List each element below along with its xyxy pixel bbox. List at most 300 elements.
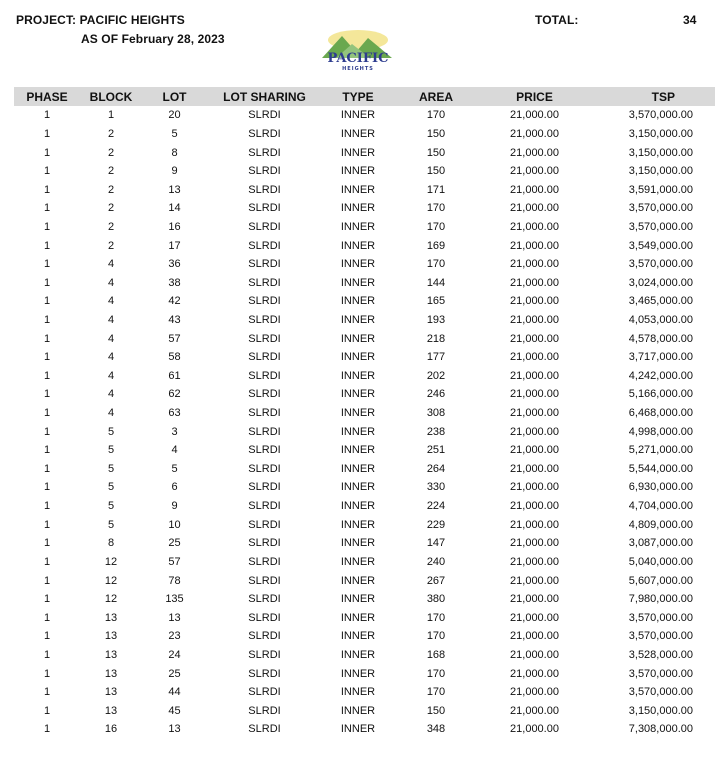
cell-type: INNER xyxy=(340,704,376,717)
cell-tsp: 3,717,000.00 xyxy=(628,351,693,364)
cell-price: 21,000.00 xyxy=(510,239,559,252)
cell-phase: 1 xyxy=(43,704,51,717)
table-body xyxy=(14,106,715,739)
cell-price: 21,000.00 xyxy=(510,425,559,438)
cell-price: 21,000.00 xyxy=(510,593,559,606)
cell-block: 4 xyxy=(107,258,115,271)
cell-lot: 44 xyxy=(168,686,181,699)
cell-type: INNER xyxy=(340,481,376,494)
cell-lot: 25 xyxy=(168,537,181,550)
cell-area: 147 xyxy=(426,537,446,550)
cell-area: 150 xyxy=(426,146,446,159)
column-header-price: PRICE xyxy=(478,87,591,106)
cell-phase: 1 xyxy=(43,276,51,289)
cell-price: 21,000.00 xyxy=(510,481,559,494)
table-row xyxy=(14,683,715,702)
cell-tsp: 3,570,000.00 xyxy=(628,220,693,233)
cell-lot-sharing: SLRDI xyxy=(248,537,281,550)
cell-lot: 10 xyxy=(168,518,181,531)
cell-block: 12 xyxy=(104,593,118,606)
table-row xyxy=(14,106,715,125)
cell-lot-sharing: SLRDI xyxy=(248,500,281,513)
cell-area: 193 xyxy=(426,314,446,326)
cell-phase: 1 xyxy=(43,611,51,624)
cell-lot: 13 xyxy=(168,723,181,736)
cell-lot: 78 xyxy=(168,574,181,587)
cell-phase: 1 xyxy=(43,462,51,475)
table-row xyxy=(14,367,715,386)
cell-lot-sharing: SLRDI xyxy=(248,574,281,587)
table-row xyxy=(14,478,715,497)
cell-area: 170 xyxy=(426,202,446,215)
logo-subtext: HEIGHTS xyxy=(342,66,374,72)
cell-price: 21,000.00 xyxy=(510,648,559,661)
cell-price: 21,000.00 xyxy=(510,611,559,624)
cell-tsp: 3,150,000.00 xyxy=(628,127,693,140)
cell-phase: 1 xyxy=(43,723,51,736)
cell-tsp: 4,998,000.00 xyxy=(628,425,693,438)
cell-tsp: 3,549,000.00 xyxy=(628,239,693,252)
cell-block: 2 xyxy=(107,239,115,252)
cell-type: INNER xyxy=(340,611,376,624)
cell-lot-sharing: SLRDI xyxy=(248,555,281,568)
cell-lot: 14 xyxy=(168,202,181,215)
table-row xyxy=(14,348,715,367)
cell-block: 2 xyxy=(107,183,115,196)
column-header-phase: PHASE xyxy=(14,87,80,106)
cell-block: 13 xyxy=(104,611,118,624)
cell-tsp: 6,930,000.00 xyxy=(628,481,693,494)
cell-lot-sharing: SLRDI xyxy=(248,444,281,457)
cell-phase: 1 xyxy=(43,146,51,159)
table-row xyxy=(14,627,715,646)
cell-lot: 36 xyxy=(168,258,181,271)
cell-type: INNER xyxy=(340,165,376,178)
cell-tsp: 4,242,000.00 xyxy=(628,369,693,382)
cell-type: INNER xyxy=(340,388,376,401)
cell-block: 12 xyxy=(104,555,118,568)
cell-phase: 1 xyxy=(43,425,51,438)
cell-type: INNER xyxy=(340,500,376,513)
cell-tsp: 5,544,000.00 xyxy=(628,462,693,475)
cell-price: 21,000.00 xyxy=(510,351,559,364)
cell-phase: 1 xyxy=(43,574,51,587)
cell-block: 1 xyxy=(107,109,115,122)
cell-price: 21,000.00 xyxy=(510,314,559,326)
cell-type: INNER xyxy=(340,220,376,233)
table-row xyxy=(14,422,715,441)
cell-lot: 5 xyxy=(171,127,178,140)
table-row xyxy=(14,180,715,199)
table-row xyxy=(14,590,715,609)
cell-lot-sharing: SLRDI xyxy=(248,630,281,643)
cell-block: 5 xyxy=(107,481,115,494)
column-header-tsp: TSP xyxy=(591,87,715,106)
cell-area: 150 xyxy=(426,127,446,140)
cell-block: 5 xyxy=(107,462,115,475)
cell-block: 13 xyxy=(104,648,118,661)
cell-block: 13 xyxy=(104,704,118,717)
table-row xyxy=(14,497,715,516)
cell-price: 21,000.00 xyxy=(510,630,559,643)
table-row xyxy=(14,255,715,274)
cell-lot-sharing: SLRDI xyxy=(248,165,281,178)
cell-tsp: 7,980,000.00 xyxy=(628,593,693,606)
table-row xyxy=(14,329,715,348)
cell-phase: 1 xyxy=(43,220,51,233)
cell-tsp: 3,024,000.00 xyxy=(628,276,693,289)
cell-type: INNER xyxy=(340,444,376,457)
cell-block: 4 xyxy=(107,314,115,326)
cell-block: 5 xyxy=(107,500,115,513)
table-row xyxy=(14,571,715,590)
cell-lot: 23 xyxy=(168,630,181,643)
cell-type: INNER xyxy=(340,295,376,308)
cell-type: INNER xyxy=(340,109,376,122)
cell-type: INNER xyxy=(340,146,376,159)
cell-block: 4 xyxy=(107,295,115,308)
cell-lot-sharing: SLRDI xyxy=(248,369,281,382)
table-row xyxy=(14,460,715,479)
cell-area: 150 xyxy=(426,704,446,717)
cell-lot: 17 xyxy=(168,239,181,252)
cell-price: 21,000.00 xyxy=(510,704,559,717)
cell-lot-sharing: SLRDI xyxy=(248,593,281,606)
cell-area: 150 xyxy=(426,165,446,178)
cell-tsp: 3,087,000.00 xyxy=(628,537,693,550)
cell-type: INNER xyxy=(340,239,376,252)
cell-price: 21,000.00 xyxy=(510,295,559,308)
cell-lot: 57 xyxy=(168,555,181,568)
total-label: TOTAL: xyxy=(535,13,579,27)
cell-type: INNER xyxy=(340,667,376,680)
cell-phase: 1 xyxy=(43,183,51,196)
cell-lot: 4 xyxy=(171,444,178,457)
cell-price: 21,000.00 xyxy=(510,574,559,587)
table-row xyxy=(14,236,715,255)
cell-block: 2 xyxy=(107,146,115,159)
cell-price: 21,000.00 xyxy=(510,407,559,420)
pacific-heights-logo xyxy=(312,26,404,72)
cell-lot-sharing: SLRDI xyxy=(248,723,281,736)
cell-phase: 1 xyxy=(43,593,51,606)
cell-phase: 1 xyxy=(43,648,51,661)
cell-tsp: 3,570,000.00 xyxy=(628,630,693,643)
column-header-lot: LOT xyxy=(142,87,207,106)
cell-type: INNER xyxy=(340,369,376,382)
cell-price: 21,000.00 xyxy=(510,537,559,550)
cell-area: 348 xyxy=(426,723,446,736)
table-row xyxy=(14,292,715,311)
cell-lot: 5 xyxy=(171,462,178,475)
cell-lot: 135 xyxy=(165,593,184,606)
cell-lot: 13 xyxy=(168,611,181,624)
cell-price: 21,000.00 xyxy=(510,127,559,140)
cell-price: 21,000.00 xyxy=(510,723,559,736)
cell-area: 264 xyxy=(426,462,446,475)
cell-area: 202 xyxy=(426,369,446,382)
cell-area: 169 xyxy=(426,239,446,252)
column-header-block: BLOCK xyxy=(80,87,142,106)
table-row xyxy=(14,515,715,534)
cell-area: 308 xyxy=(426,407,446,420)
cell-block: 2 xyxy=(107,202,115,215)
cell-lot: 13 xyxy=(168,183,181,196)
cell-block: 2 xyxy=(107,165,115,178)
cell-area: 229 xyxy=(426,518,446,531)
cell-block: 4 xyxy=(107,332,115,345)
cell-tsp: 7,308,000.00 xyxy=(628,723,693,736)
cell-lot-sharing: SLRDI xyxy=(248,481,281,494)
cell-area: 380 xyxy=(426,593,446,606)
cell-phase: 1 xyxy=(43,314,51,326)
cell-tsp: 5,040,000.00 xyxy=(628,555,693,568)
cell-lot: 3 xyxy=(171,425,178,438)
cell-phase: 1 xyxy=(43,351,51,364)
table-row xyxy=(14,553,715,572)
as-of-date: AS OF February 28, 2023 xyxy=(81,32,225,46)
table-row xyxy=(14,702,715,721)
cell-price: 21,000.00 xyxy=(510,220,559,233)
cell-tsp: 3,591,000.00 xyxy=(628,183,693,196)
cell-area: 330 xyxy=(426,481,446,494)
cell-phase: 1 xyxy=(43,127,51,140)
cell-price: 21,000.00 xyxy=(510,146,559,159)
cell-lot-sharing: SLRDI xyxy=(248,425,281,438)
cell-price: 21,000.00 xyxy=(510,183,559,196)
cell-block: 12 xyxy=(104,574,118,587)
cell-lot: 62 xyxy=(168,388,181,401)
cell-tsp: 3,150,000.00 xyxy=(628,704,693,717)
cell-lot-sharing: SLRDI xyxy=(248,332,281,345)
cell-lot-sharing: SLRDI xyxy=(248,239,281,252)
cell-type: INNER xyxy=(340,462,376,475)
cell-type: INNER xyxy=(340,276,376,289)
cell-type: INNER xyxy=(340,723,376,736)
cell-lot: 8 xyxy=(171,146,178,159)
cell-block: 13 xyxy=(104,686,118,699)
cell-tsp: 3,570,000.00 xyxy=(628,258,693,271)
table-header-row xyxy=(14,87,715,106)
cell-area: 177 xyxy=(426,351,446,364)
cell-price: 21,000.00 xyxy=(510,555,559,568)
cell-phase: 1 xyxy=(43,369,51,382)
cell-phase: 1 xyxy=(43,686,51,699)
cell-block: 4 xyxy=(107,388,115,401)
cell-lot-sharing: SLRDI xyxy=(248,276,281,289)
cell-lot: 25 xyxy=(168,667,181,680)
cell-lot: 24 xyxy=(168,648,181,661)
cell-tsp: 5,271,000.00 xyxy=(628,444,693,457)
cell-lot-sharing: SLRDI xyxy=(248,648,281,661)
cell-block: 2 xyxy=(107,220,115,233)
cell-type: INNER xyxy=(340,555,376,568)
cell-type: INNER xyxy=(340,686,376,699)
table-row xyxy=(14,218,715,237)
cell-phase: 1 xyxy=(43,518,51,531)
cell-tsp: 3,150,000.00 xyxy=(628,146,693,159)
table-row xyxy=(14,143,715,162)
cell-area: 168 xyxy=(426,648,446,661)
cell-phase: 1 xyxy=(43,444,51,457)
table-row xyxy=(14,441,715,460)
cell-type: INNER xyxy=(340,351,376,364)
cell-tsp: 5,166,000.00 xyxy=(628,388,693,401)
cell-lot-sharing: SLRDI xyxy=(248,388,281,401)
cell-type: INNER xyxy=(340,407,376,420)
cell-block: 4 xyxy=(107,369,115,382)
cell-lot: 9 xyxy=(171,165,178,178)
cell-tsp: 5,607,000.00 xyxy=(628,574,693,587)
cell-phase: 1 xyxy=(43,630,51,643)
cell-tsp: 6,468,000.00 xyxy=(628,407,693,420)
cell-phase: 1 xyxy=(43,109,51,122)
cell-price: 21,000.00 xyxy=(510,462,559,475)
cell-phase: 1 xyxy=(43,537,51,550)
cell-block: 4 xyxy=(107,351,115,364)
cell-type: INNER xyxy=(340,574,376,587)
cell-tsp: 3,465,000.00 xyxy=(628,295,693,308)
cell-type: INNER xyxy=(340,648,376,661)
cell-block: 8 xyxy=(107,537,115,550)
cell-phase: 1 xyxy=(43,500,51,513)
cell-area: 171 xyxy=(426,183,446,196)
cell-tsp: 3,570,000.00 xyxy=(628,686,693,699)
cell-lot-sharing: SLRDI xyxy=(248,686,281,699)
cell-area: 170 xyxy=(426,109,446,122)
cell-price: 21,000.00 xyxy=(510,500,559,513)
cell-phase: 1 xyxy=(43,332,51,345)
cell-area: 170 xyxy=(426,667,446,680)
total-value: 34 xyxy=(683,13,697,27)
cell-area: 165 xyxy=(426,295,446,308)
cell-phase: 1 xyxy=(43,388,51,401)
cell-lot: 43 xyxy=(168,314,181,326)
cell-tsp: 4,578,000.00 xyxy=(628,332,693,345)
table-row xyxy=(14,385,715,404)
cell-type: INNER xyxy=(340,425,376,438)
cell-block: 5 xyxy=(107,444,115,457)
cell-lot-sharing: SLRDI xyxy=(248,667,281,680)
cell-price: 21,000.00 xyxy=(510,388,559,401)
cell-lot: 38 xyxy=(168,276,181,289)
cell-tsp: 3,150,000.00 xyxy=(628,165,693,178)
table-row xyxy=(14,646,715,665)
cell-type: INNER xyxy=(340,593,376,606)
cell-price: 21,000.00 xyxy=(510,165,559,178)
cell-phase: 1 xyxy=(43,295,51,308)
cell-tsp: 4,809,000.00 xyxy=(628,518,693,531)
cell-area: 238 xyxy=(426,425,446,438)
cell-type: INNER xyxy=(340,314,376,326)
cell-area: 224 xyxy=(426,500,446,513)
table-row xyxy=(14,608,715,627)
cell-lot: 20 xyxy=(168,109,181,122)
cell-type: INNER xyxy=(340,518,376,531)
cell-price: 21,000.00 xyxy=(510,369,559,382)
cell-lot-sharing: SLRDI xyxy=(248,351,281,364)
column-header-type: TYPE xyxy=(322,87,394,106)
cell-tsp: 3,570,000.00 xyxy=(628,109,693,122)
table-row xyxy=(14,162,715,181)
cell-block: 13 xyxy=(104,667,118,680)
cell-tsp: 3,570,000.00 xyxy=(628,202,693,215)
cell-price: 21,000.00 xyxy=(510,258,559,271)
cell-type: INNER xyxy=(340,537,376,550)
cell-type: INNER xyxy=(340,332,376,345)
cell-price: 21,000.00 xyxy=(510,202,559,215)
table-row xyxy=(14,720,715,739)
cell-phase: 1 xyxy=(43,555,51,568)
cell-lot-sharing: SLRDI xyxy=(248,183,281,196)
cell-area: 251 xyxy=(426,444,446,457)
cell-block: 5 xyxy=(107,425,115,438)
table-row xyxy=(14,125,715,144)
cell-phase: 1 xyxy=(43,202,51,215)
cell-area: 170 xyxy=(426,611,446,624)
cell-lot: 58 xyxy=(168,351,181,364)
cell-type: INNER xyxy=(340,258,376,271)
cell-block: 5 xyxy=(107,518,115,531)
cell-lot-sharing: SLRDI xyxy=(248,258,281,271)
cell-lot-sharing: SLRDI xyxy=(248,202,281,215)
cell-tsp: 3,570,000.00 xyxy=(628,611,693,624)
cell-area: 170 xyxy=(426,686,446,699)
cell-lot-sharing: SLRDI xyxy=(248,220,281,233)
cell-phase: 1 xyxy=(43,667,51,680)
cell-lot-sharing: SLRDI xyxy=(248,109,281,122)
cell-block: 4 xyxy=(107,276,115,289)
table-row xyxy=(14,664,715,683)
cell-lot-sharing: SLRDI xyxy=(248,127,281,140)
table-row xyxy=(14,273,715,292)
cell-phase: 1 xyxy=(43,481,51,494)
cell-lot-sharing: SLRDI xyxy=(248,704,281,717)
cell-area: 267 xyxy=(426,574,446,587)
cell-lot: 57 xyxy=(168,332,181,345)
cell-lot: 6 xyxy=(171,481,178,494)
cell-area: 170 xyxy=(426,220,446,233)
cell-lot-sharing: SLRDI xyxy=(248,146,281,159)
cell-price: 21,000.00 xyxy=(510,276,559,289)
project-title: PROJECT: PACIFIC HEIGHTS xyxy=(16,13,185,27)
cell-lot: 42 xyxy=(168,295,181,308)
cell-lot-sharing: SLRDI xyxy=(248,407,281,420)
cell-area: 240 xyxy=(426,555,446,568)
cell-lot-sharing: SLRDI xyxy=(248,462,281,475)
cell-price: 21,000.00 xyxy=(510,444,559,457)
cell-lot-sharing: SLRDI xyxy=(248,314,281,326)
cell-block: 2 xyxy=(107,127,115,140)
cell-price: 21,000.00 xyxy=(510,518,559,531)
cell-type: INNER xyxy=(340,202,376,215)
table-row xyxy=(14,404,715,423)
cell-type: INNER xyxy=(340,183,376,196)
cell-lot-sharing: SLRDI xyxy=(248,518,281,531)
cell-area: 170 xyxy=(426,630,446,643)
cell-lot: 16 xyxy=(168,220,181,233)
table-row xyxy=(14,199,715,218)
table-row xyxy=(14,311,715,330)
cell-type: INNER xyxy=(340,127,376,140)
table-row xyxy=(14,534,715,553)
cell-tsp: 3,528,000.00 xyxy=(628,648,693,661)
cell-lot: 63 xyxy=(168,407,181,420)
cell-lot: 45 xyxy=(168,704,181,717)
cell-block: 13 xyxy=(104,630,118,643)
column-header-lot-sharing: LOT SHARING xyxy=(207,87,322,106)
cell-price: 21,000.00 xyxy=(510,667,559,680)
